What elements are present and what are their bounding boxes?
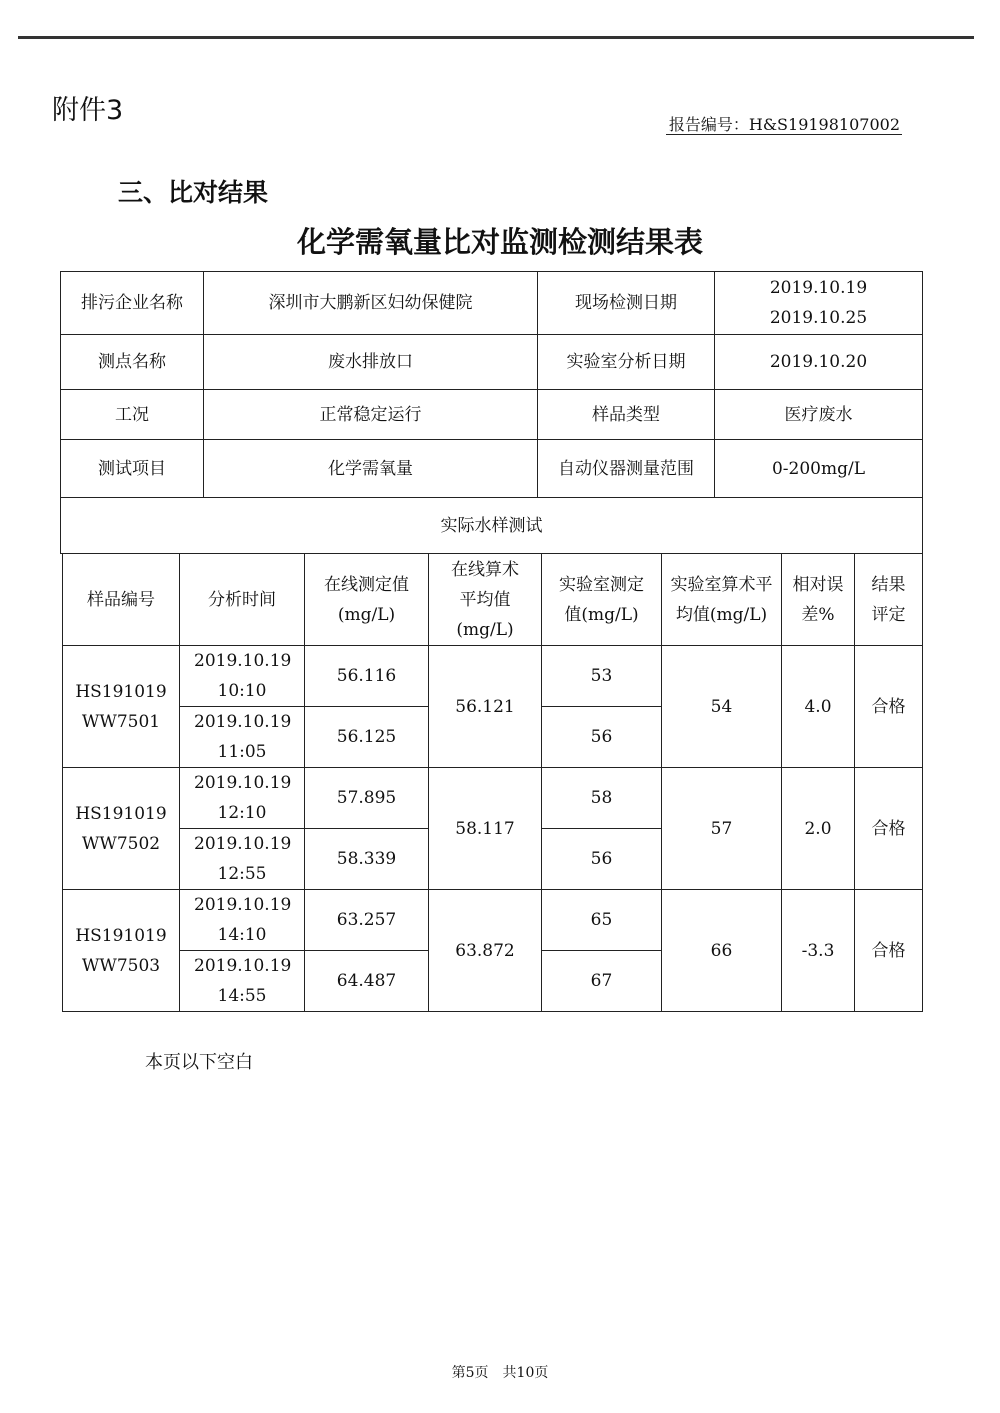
online-cell: 64.487 bbox=[305, 951, 429, 1012]
condition-label: 工况 bbox=[61, 390, 204, 440]
col-rel-err bbox=[782, 554, 855, 646]
item-value: 化学需氧量 bbox=[204, 440, 538, 498]
result-cell: 合格 bbox=[855, 646, 923, 768]
company-value: 深圳市大鹏新区妇幼保健院 bbox=[204, 272, 538, 335]
sample-no-cell bbox=[63, 646, 180, 768]
online-cell: 56.125 bbox=[305, 707, 429, 768]
point-label: 测点名称 bbox=[61, 335, 204, 390]
lab-avg-cell: 57 bbox=[662, 768, 782, 890]
online-cell: 63.257 bbox=[305, 890, 429, 951]
section-heading: 三、比对结果 bbox=[118, 178, 269, 207]
info-row-company bbox=[61, 272, 923, 335]
rel-err-cell: 2.0 bbox=[782, 768, 855, 890]
sample-no-cell bbox=[63, 890, 180, 1012]
lab-cell: 56 bbox=[542, 707, 662, 768]
lab-avg-cell: 66 bbox=[662, 890, 782, 1012]
result-cell: 合格 bbox=[855, 890, 923, 1012]
col-sample-no-text: 样品编号 bbox=[87, 589, 155, 610]
col-sample-no bbox=[63, 554, 180, 646]
time-text: 2019.10.19 12:10 bbox=[194, 773, 292, 823]
info-row-actual bbox=[61, 498, 923, 554]
col-result-text: 结果评定 bbox=[871, 574, 906, 625]
time-text: 2019.10.19 10:10 bbox=[194, 651, 292, 701]
lab-date-label: 实验室分析日期 bbox=[538, 335, 715, 390]
table-row bbox=[63, 768, 923, 829]
col-online bbox=[305, 554, 429, 646]
col-time-text: 分析时间 bbox=[208, 589, 276, 610]
online-cell: 58.339 bbox=[305, 829, 429, 890]
info-table bbox=[60, 271, 923, 554]
sample-no-text: HS191019 WW7502 bbox=[75, 803, 167, 854]
time-cell bbox=[180, 707, 305, 768]
col-lab bbox=[542, 554, 662, 646]
site-date-label: 现场检测日期 bbox=[538, 272, 715, 335]
table-row bbox=[63, 890, 923, 951]
online-cell: 56.116 bbox=[305, 646, 429, 707]
sample-no-text: HS191019 WW7501 bbox=[75, 681, 167, 732]
report-number: 报告编号：H&S19198107002 bbox=[668, 115, 900, 134]
rel-err-cell: 4.0 bbox=[782, 646, 855, 768]
report-number-underline bbox=[666, 134, 902, 135]
range-value: 0-200mg/L bbox=[715, 440, 923, 498]
lab-cell: 58 bbox=[542, 768, 662, 829]
online-avg-cell: 56.121 bbox=[429, 646, 542, 768]
col-result bbox=[855, 554, 923, 646]
item-label: 测试项目 bbox=[61, 440, 204, 498]
online-avg-cell: 63.872 bbox=[429, 890, 542, 1012]
sample-no-cell bbox=[63, 768, 180, 890]
lab-cell: 67 bbox=[542, 951, 662, 1012]
point-value: 废水排放口 bbox=[204, 335, 538, 390]
time-text: 2019.10.19 14:55 bbox=[194, 956, 292, 1006]
table-row bbox=[63, 646, 923, 707]
col-lab-text: 实验室测定值(mg/L) bbox=[559, 574, 644, 625]
results-header-row bbox=[63, 554, 923, 646]
results-table bbox=[62, 553, 923, 1012]
col-time bbox=[180, 554, 305, 646]
col-online-text: 在线测定值(mg/L) bbox=[324, 574, 409, 625]
online-cell: 57.895 bbox=[305, 768, 429, 829]
time-text: 2019.10.19 14:10 bbox=[194, 895, 292, 945]
result-cell: 合格 bbox=[855, 768, 923, 890]
info-row-point bbox=[61, 335, 923, 390]
col-online-avg bbox=[429, 554, 542, 646]
site-date-1: 2019.10.19 bbox=[769, 278, 868, 298]
range-label bbox=[538, 440, 715, 498]
col-lab-avg bbox=[662, 554, 782, 646]
blank-note: 本页以下空白 bbox=[145, 1052, 253, 1073]
col-rel-err-text: 相对误差% bbox=[792, 574, 844, 625]
range-label-text: 自动仪器测量范围 bbox=[558, 458, 694, 479]
lab-cell: 65 bbox=[542, 890, 662, 951]
header-rule bbox=[18, 36, 974, 39]
col-lab-avg-text: 实验室算术平均值(mg/L) bbox=[670, 574, 773, 625]
lab-date-value: 2019.10.20 bbox=[715, 335, 923, 390]
sample-no-text: HS191019 WW7503 bbox=[75, 925, 167, 976]
table-title: 化学需氧量比对监测检测结果表 bbox=[296, 225, 703, 259]
rel-err-cell: -3.3 bbox=[782, 890, 855, 1012]
time-cell bbox=[180, 829, 305, 890]
condition-value: 正常稳定运行 bbox=[204, 390, 538, 440]
info-row-condition bbox=[61, 390, 923, 440]
sample-type-label: 样品类型 bbox=[538, 390, 715, 440]
time-text: 2019.10.19 11:05 bbox=[194, 712, 292, 762]
time-text: 2019.10.19 12:55 bbox=[194, 834, 292, 884]
attachment-label: 附件3 bbox=[52, 95, 124, 126]
info-row-item bbox=[61, 440, 923, 498]
col-online-avg-text: 在线算术平均值(mg/L) bbox=[451, 559, 519, 640]
lab-cell: 56 bbox=[542, 829, 662, 890]
site-date-value bbox=[715, 272, 923, 335]
lab-avg-cell: 54 bbox=[662, 646, 782, 768]
actual-test-heading: 实际水样测试 bbox=[61, 498, 923, 554]
company-label: 排污企业名称 bbox=[61, 272, 204, 335]
time-cell bbox=[180, 951, 305, 1012]
time-cell bbox=[180, 890, 305, 951]
lab-cell: 53 bbox=[542, 646, 662, 707]
site-date-2: 2019.10.25 bbox=[769, 308, 868, 328]
time-cell bbox=[180, 768, 305, 829]
sample-type-value: 医疗废水 bbox=[715, 390, 923, 440]
time-cell bbox=[180, 646, 305, 707]
page-footer: 第5页 共10页 bbox=[451, 1365, 549, 1381]
online-avg-cell: 58.117 bbox=[429, 768, 542, 890]
